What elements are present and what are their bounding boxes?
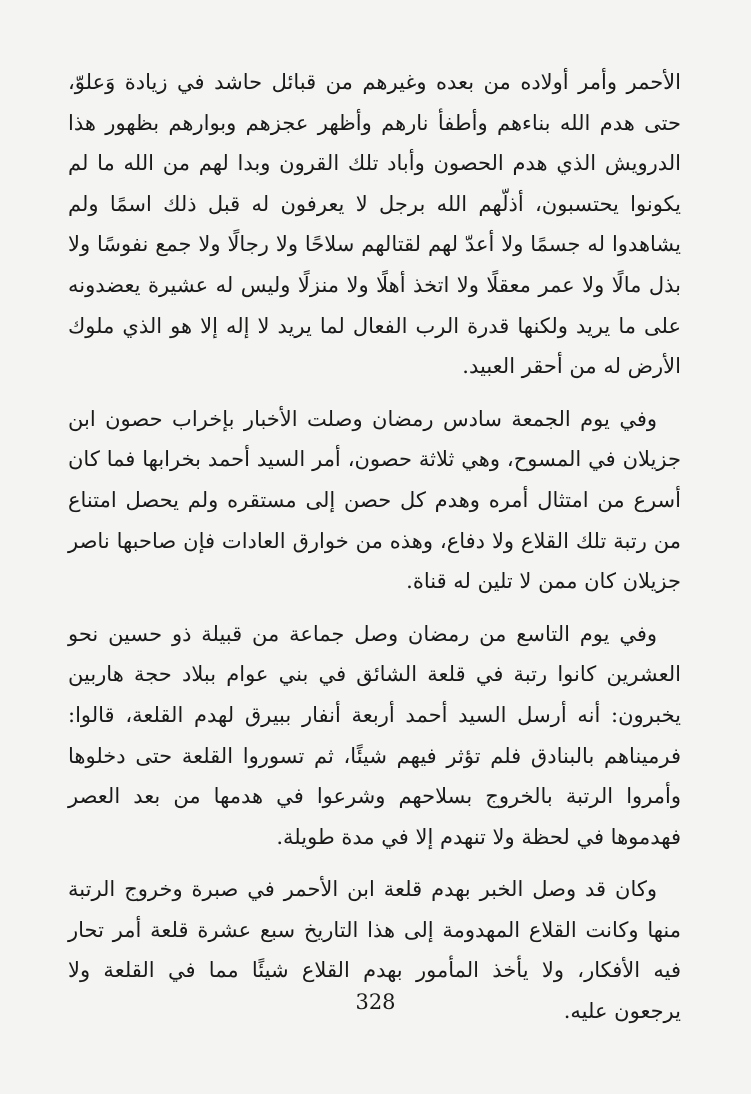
- paragraph-2: وفي يوم الجمعة سادس رمضان وصلت الأخبار بإخراب حصون ابن جزيلان في المسوح، وهي ثلاثة حصون، أمر السيد أحمد بخرابها فما كان أسرع من امتثال أمره وهدم كل حصن إلى مستقره ولم يحصل امتناع من رتبة تلك القلاع ولا دفاع، وهذه من خوارق العادات فإن صاحبها ناصر جزيلان كان ممن لا تلين له قناة.: [68, 406, 681, 594]
- paragraph-1: الأحمر وأمر أولاده من بعده وغيرهم من قبائل حاشد في زيادة وَعلوّ، حتى هدم الله بناءهم وأطفأ نارهم وأظهر عجزهم وبوارهم بظهور هذا الدرويش الذي هدم الحصون وأباد تلك القرون وبدا لهم من الله ما لم يكونوا يحتسبون، أذلّهم الله برجل لا يعرفون له قبل ذلك اسمًا ولم يشاهدوا له جسمًا ولا أعدّ لهم لقتالهم سلاحًا ولا رجالًا ولا جمع نفوسًا ولا بذل مالًا ولا عمر معقلًا ولا اتخذ أهلًا ولا منزلًا وليس له عشيرة يعضدونه على ما يريد ولكنها قدرة الرب الفعال لما يريد لا إله إلا هو الذي ملوك الأرض له من أحقر العبيد.: [68, 70, 681, 379]
- paragraph-4: وكان قد وصل الخبر بهدم قلعة ابن الأحمر في صبرة وخروج الرتبة منها وكانت القلاع المهدومة إلى هذا التاريخ سبع عشرة قلعة أمر تحار فيه الأفكار، ولا يأخذ المأمور بهدم القلاع شيئًا مما في القلعة ولا يرجعون عليه.: [68, 877, 681, 1024]
- page-number: 328: [355, 990, 396, 1014]
- body-text: [68, 62, 681, 1044]
- paragraph-3: وفي يوم التاسع من رمضان وصل جماعة من قبيلة ذو حسين نحو العشرين كانوا رتبة في قلعة الشائق في بني عوام ببلاد حجة هاربين يخبرون: أنه أرسل السيد أحمد أربعة أنفار ببيرق لهدم القلعة، قالوا: فرميناهم بالبنادق فلم تؤثر فيهم شيئًا، ثم تسوروا القلعة حتى دخلوها وأمروا الرتبة بالخروج بسلاحهم وشرعوا في هدمها من بعد العصر فهدموها في لحظة ولا تنهدم إلا في مدة طويلة.: [68, 621, 681, 849]
